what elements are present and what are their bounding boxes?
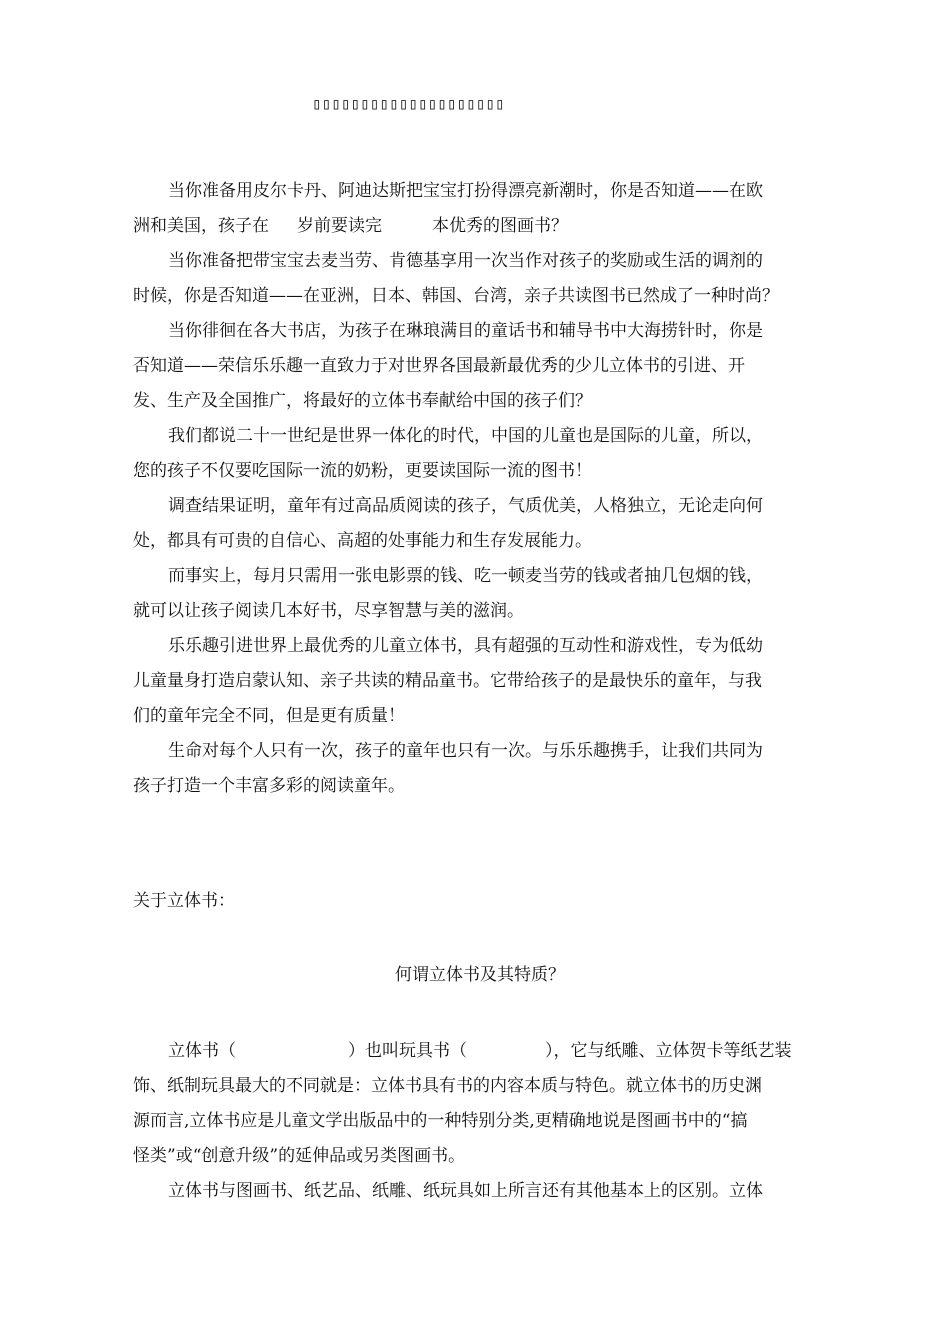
paragraph (133, 489, 838, 559)
text-line: 我们都说二十一世纪是世界一体化的时代，中国的儿童也是国际的儿童，所以， (168, 426, 763, 446)
text-line: 立体书与图画书、纸艺品、纸雕、纸玩具如上所言还有其他基本上的区别。立体 (168, 1181, 763, 1201)
section-label: 关于立体书： (133, 891, 235, 911)
text-line: 处，都具有可贵的自信心、高超的处事能力和生存发展能力。 (133, 531, 592, 551)
section-heading: 何谓立体书及其特质？ (395, 965, 565, 985)
text-line: 当你准备用皮尔卡丹、阿迪达斯把宝宝打扮得漂亮新潮时，你是否知道——在欧 (168, 181, 763, 201)
text-fragment: 岁前要读完 (297, 216, 382, 236)
text-fragment: 洲和美国，孩子在 (133, 216, 269, 236)
paragraph (133, 629, 838, 734)
paragraph (133, 734, 838, 804)
text-line (133, 209, 838, 244)
text-line: 时候，你是否知道——在亚洲，日本、韩国、台湾，亲子共读图书已然成了一种时尚？ (133, 286, 779, 306)
text-line: 发、生产及全国推广，将最好的立体书奉献给中国的孩子们？ (133, 391, 592, 411)
paragraph (133, 314, 838, 419)
text-fragment: ）也叫玩具书（ (348, 1041, 467, 1061)
paragraph (133, 244, 838, 314)
text-line: 源而言,立体书应是儿童文学出版品中的一种特别分类,更精确地说是图画书中的“搞 (133, 1111, 748, 1131)
text-line: 就可以让孩子阅读几本好书，尽享智慧与美的滋润。 (133, 601, 524, 621)
text-line: 孩子打造一个丰富多彩的阅读童年。 (133, 776, 405, 796)
text-line: 们的童年完全不同，但是更有质量！ (133, 706, 405, 726)
section-body (133, 1034, 838, 1209)
text-line: 调查结果证明，童年有过高品质阅读的孩子，气质优美，人格独立，无论走向何 (168, 496, 763, 516)
text-line: 而事实上，每月只需用一张电影票的钱、吃一顿麦当劳的钱或者抽几包烟的钱， (168, 566, 763, 586)
text-line: 您的孩子不仅要吃国际一流的奶粉，更要读国际一流的图书！ (133, 461, 592, 481)
document-title: ▯▯▯▯▯▯▯▯▯▯▯▯▯▯▯▯▯▯▯▯ (312, 94, 505, 113)
text-fragment: 立体书（ (168, 1041, 236, 1061)
paragraph (133, 1034, 838, 1174)
text-line: 儿童量身打造启蒙认知、亲子共读的精品童书。它带给孩子的是最快乐的童年，与我 (133, 671, 762, 691)
text-line: 生命对每个人只有一次，孩子的童年也只有一次。与乐乐趣携手，让我们共同为 (168, 741, 763, 761)
paragraph (133, 174, 838, 244)
text-line: 当你徘徊在各大书店，为孩子在琳琅满目的童话书和辅导书中大海捞针时，你是 (168, 321, 763, 341)
text-line: 饰、纸制玩具最大的不同就是：立体书具有书的内容本质与特色。就立体书的历史渊 (133, 1076, 762, 1096)
text-line: 乐乐趣引进世界上最优秀的儿童立体书，具有超强的互动性和游戏性，专为低幼 (168, 636, 763, 656)
paragraph (133, 559, 838, 629)
text-line (133, 1034, 838, 1069)
text-line: 当你准备把带宝宝去麦当劳、肯德基享用一次当作对孩子的奖励或生活的调剂的 (168, 251, 763, 271)
text-fragment: 本优秀的图画书？ (432, 216, 568, 236)
text-line: 否知道——荣信乐乐趣一直致力于对世界各国最新最优秀的少儿立体书的引进、开 (133, 356, 745, 376)
intro-section (133, 174, 838, 804)
text-line: 怪类”或“创意升级”的延伸品或另类图画书。 (133, 1146, 466, 1166)
paragraph (133, 1174, 838, 1209)
text-fragment: ），它与纸雕、立体贺卡等纸艺装 (545, 1041, 792, 1061)
paragraph (133, 419, 838, 489)
